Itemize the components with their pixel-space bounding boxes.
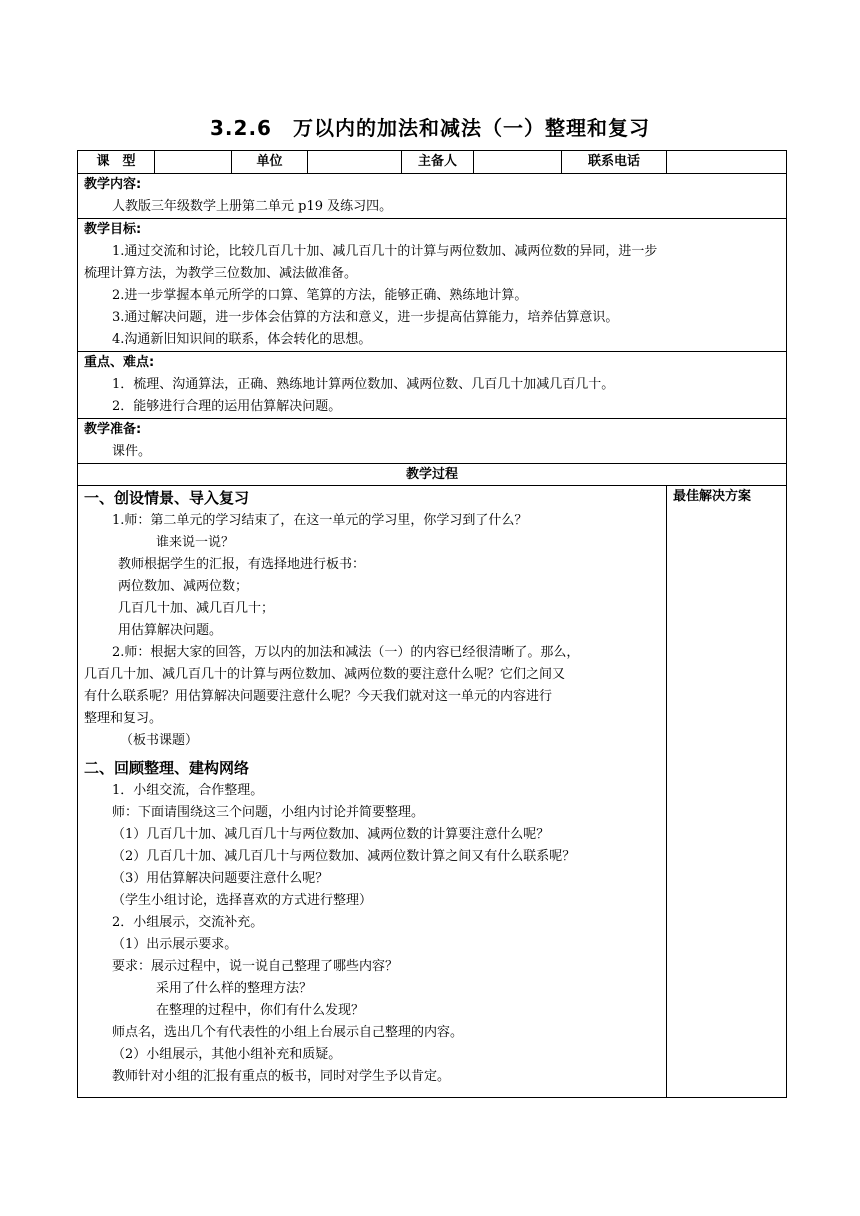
section2-line: 采用了什么样的整理方法？ bbox=[156, 981, 313, 996]
section1-line: （板书课题） bbox=[120, 733, 199, 748]
process-body-row bbox=[78, 486, 787, 1098]
section2-line: 要求：展示过程中，说一说自己整理了哪些内容？ bbox=[112, 959, 399, 974]
goals-label: 教学目标: bbox=[84, 222, 142, 237]
section2-line: 在整理的过程中，你们有什么发现？ bbox=[156, 1003, 365, 1018]
section1-line: 用估算解决问题。 bbox=[118, 623, 223, 638]
section2-line: （学生小组讨论，选择喜欢的方式进行整理） bbox=[112, 893, 373, 908]
goal-item: 梳理计算方法，为教学三位数加、减法做准备。 bbox=[84, 266, 358, 281]
content-text: 人教版三年级数学上册第二单元 p19 及练习四。 bbox=[112, 199, 393, 214]
goal-item: 1.通过交流和讨论，比较几百几十加、减几百几十的计算与两位数加、减两位数的异同，进一步 bbox=[112, 244, 658, 259]
section1-line: 几百几十加、减几百几十； bbox=[118, 601, 275, 616]
key-point-item: 2．能够进行合理的运用估算解决问题。 bbox=[112, 399, 342, 414]
section1-line: 有什么联系呢？用估算解决问题要注意什么呢？今天我们就对这一单元的内容进行 bbox=[84, 689, 553, 704]
section2-line: （3）用估算解决问题要注意什么呢？ bbox=[112, 871, 329, 886]
prep-row bbox=[78, 419, 787, 464]
section1-line: 两位数加、减两位数； bbox=[118, 579, 249, 594]
section2-line: 师：下面请围绕这三个问题，小组内讨论并简要整理。 bbox=[112, 805, 425, 820]
section1-line: 2.师：根据大家的回答，万以内的加法和减法（一）的内容已经很清晰了。那么， bbox=[112, 645, 580, 660]
section2-line: 教师针对小组的汇报有重点的板书，同时对学生予以肯定。 bbox=[112, 1069, 451, 1084]
goals-row bbox=[78, 219, 787, 352]
prep-text: 课件。 bbox=[112, 444, 152, 459]
process-header-row bbox=[78, 464, 787, 486]
process-label: 教学过程 bbox=[78, 464, 787, 486]
section1-line: 整理和复习。 bbox=[84, 711, 163, 726]
header-row bbox=[78, 151, 787, 174]
goal-item: 4.沟通新旧知识间的联系，体会转化的思想。 bbox=[112, 332, 372, 347]
section2-line: 1．小组交流，合作整理。 bbox=[112, 783, 264, 798]
section1-heading: 一、创设情景、导入复习 bbox=[84, 489, 250, 507]
course-type-label: 课 型 bbox=[78, 151, 155, 174]
section2-line: （1）出示展示要求。 bbox=[112, 937, 238, 952]
goal-item: 2.进一步掌握本单元所学的口算、笔算的方法，能够正确、熟练地计算。 bbox=[112, 288, 528, 303]
preparer-label: 主备人 bbox=[402, 151, 474, 174]
best-solution-column bbox=[667, 486, 787, 1098]
section2-line: （2）几百几十加、减几百几十与两位数加、减两位数计算之间又有什么联系呢？ bbox=[112, 849, 576, 864]
section1-line: 几百几十加、减几百几十的计算与两位数加、减两位数的要注意什么呢？它们之间又 bbox=[84, 667, 566, 682]
key-points-row bbox=[78, 352, 787, 419]
unit-value bbox=[308, 151, 402, 174]
phone-label: 联系电话 bbox=[562, 151, 667, 174]
section2-heading: 二、回顾整理、建构网络 bbox=[84, 759, 250, 777]
phone-value bbox=[667, 151, 787, 174]
section2-line: （2）小组展示，其他小组补充和质疑。 bbox=[112, 1047, 342, 1062]
best-solution-label: 最佳解决方案 bbox=[673, 489, 752, 504]
section1-line: 谁来说一说？ bbox=[156, 535, 235, 550]
prep-label: 教学准备: bbox=[84, 422, 142, 437]
content-row bbox=[78, 174, 787, 219]
key-point-item: 1．梳理、沟通算法，正确、熟练地计算两位数加、减两位数、几百几十加减几百几十。 bbox=[112, 377, 615, 392]
lesson-plan-table bbox=[77, 150, 787, 1098]
course-type-value bbox=[155, 151, 232, 174]
content-label: 教学内容: bbox=[84, 177, 142, 192]
section1-line: 教师根据学生的汇报，有选择地进行板书： bbox=[118, 557, 366, 572]
page-title: 3.2.6 万以内的加法和减法（一）整理和复习 bbox=[210, 116, 650, 140]
unit-label: 单位 bbox=[232, 151, 308, 174]
section2-line: 师点名，选出几个有代表性的小组上台展示自己整理的内容。 bbox=[112, 1025, 464, 1040]
preparer-value bbox=[474, 151, 562, 174]
section2-line: （1）几百几十加、减几百几十与两位数加、减两位数的计算要注意什么呢？ bbox=[112, 827, 550, 842]
goal-item: 3.通过解决问题，进一步体会估算的方法和意义，进一步提高估算能力，培养估算意识。 bbox=[112, 310, 619, 325]
key-points-label: 重点、难点: bbox=[84, 355, 155, 370]
section2-line: 2．小组展示，交流补充。 bbox=[112, 915, 264, 930]
section1-line: 1.师：第二单元的学习结束了，在这一单元的学习里，你学习到了什么？ bbox=[112, 513, 528, 528]
